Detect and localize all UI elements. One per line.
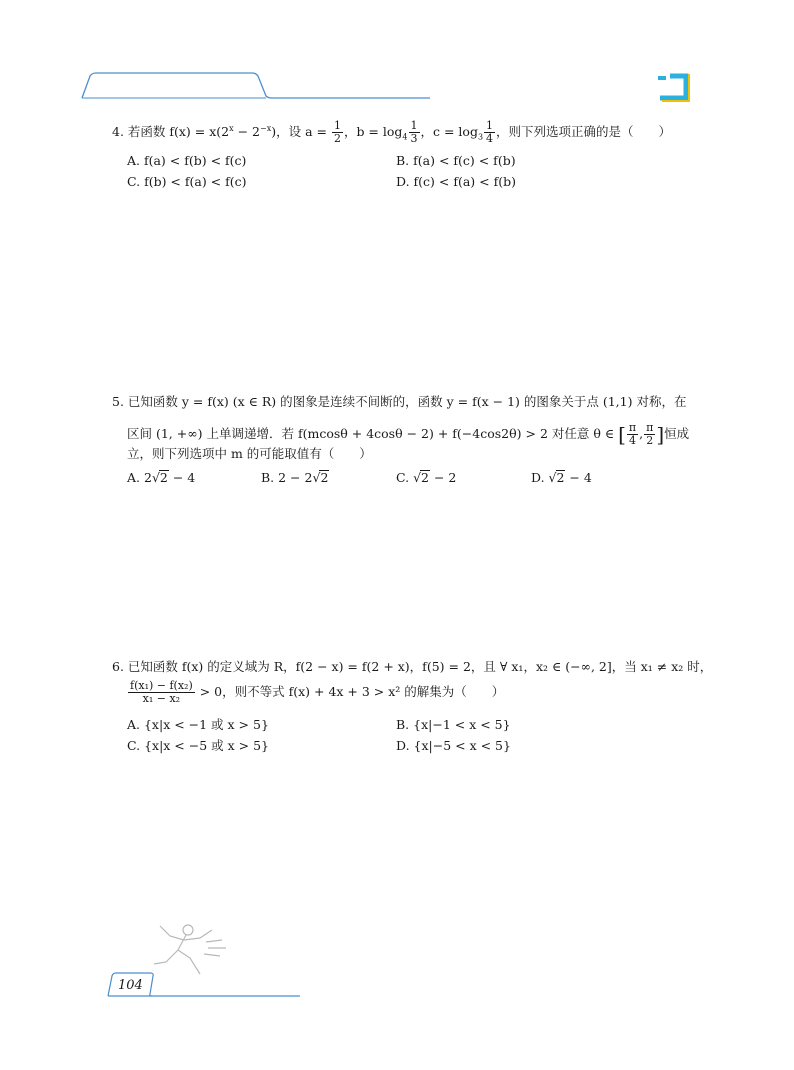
q5-opt-part: D. xyxy=(531,470,549,485)
q5-stem-part: 区间 (1, +∞) 上单调递增．若 f(mcosθ + 4cosθ − 2) + f(−4cos2θ) > 2 对任意 θ ∈ xyxy=(127,426,619,441)
q5-opt-part: − 4 xyxy=(168,470,196,485)
q4-frac-c: $\frac{1}{4}$ xyxy=(486,119,494,145)
q5-option-d: D. √2 − 4 xyxy=(531,470,592,485)
q4-stem-part: )，设 a = xyxy=(271,124,331,139)
header-tab-decoration xyxy=(80,72,432,102)
q5-option-a: A. 2√2 − 4 xyxy=(127,470,196,485)
sqrt-radicand: 2 xyxy=(421,470,429,485)
sqrt-radicand: 2 xyxy=(556,470,565,485)
q4-stem-part: 4. 若函数 f(x) = x(2 xyxy=(112,124,230,139)
q5-frac-pi4: $\frac{\pi}{4}$ xyxy=(628,421,637,447)
q4-stem-part: − 2 xyxy=(233,124,260,139)
q5-opt-part: C. xyxy=(396,470,414,485)
q6-stem-line2 xyxy=(127,680,504,705)
q4-option-b: B. f(a) < f(c) < f(b) xyxy=(396,153,516,168)
corner-bracket-icon xyxy=(656,72,694,104)
q5-stem-line3: 立，则下列选项中 m 的可能取值有（ ） xyxy=(127,446,372,461)
sqrt-radicand: 2 xyxy=(159,470,168,485)
q6-stem-part: > 0，则不等式 f(x) + 4x + 3 > x² 的解集为（ ） xyxy=(195,684,505,699)
q4-stem-part: ，c = log xyxy=(420,124,478,139)
q6-option-c: C. {x|x < −5 或 x > 5} xyxy=(127,738,269,753)
q5-opt-part: − 4 xyxy=(565,470,592,485)
q4-exp2: −x xyxy=(260,123,272,133)
q6-option-a: A. {x|x < −1 或 x > 5} xyxy=(127,717,269,732)
q5-option-c: C. √2 − 2 xyxy=(396,470,457,485)
q5-stem-line2: 区间 (1, +∞) 上单调递增．若 f(mcosθ + 4cosθ − 2) + f(−4cos2θ) > 2 对任意 θ ∈ [ $\frac{\pi}{4}$ , $\frac{\pi}{2}$ ]恒成 xyxy=(127,421,690,447)
q5-opt-part: B. 2 − 2 xyxy=(261,470,313,485)
q5-opt-part: − 2 xyxy=(430,470,457,485)
left-bracket: [ xyxy=(618,422,626,447)
q4-option-a: A. f(a) < f(b) < f(c) xyxy=(127,153,247,168)
q4-stem-part: ，b = log xyxy=(343,124,403,139)
q5-stem-part: 恒成 xyxy=(664,426,690,441)
q5-option-b: B. 2 − 2√2 xyxy=(261,470,329,485)
sqrt-radicand: 2 xyxy=(320,470,329,485)
q6-option-b: B. {x|−1 < x < 5} xyxy=(396,717,511,732)
q6-stem-line1: 6. 已知函数 f(x) 的定义域为 R，f(2 − x) = f(2 + x)，f(5) = 2，且 ∀ x₁，x₂ ∈ (−∞, 2]，当 x₁ ≠ x₂ 时， xyxy=(112,659,713,674)
q5-stem-line1: 5. 已知函数 y = f(x) (x ∈ R) 的图象是连续不间断的，函数 y = f(x − 1) 的图象关于点 (1,1) 对称，在 xyxy=(112,394,687,409)
q4-option-d: D. f(c) < f(a) < f(b) xyxy=(396,174,516,189)
q4-b-base: 4 xyxy=(402,132,408,142)
q4-stem xyxy=(112,120,671,146)
q6-fraction: $\frac{\text{f(x₁) − f(x₂)}}{\text{x₁ − x₂}}$ xyxy=(130,679,193,705)
q5-frac-pi2: $\frac{\pi}{2}$ xyxy=(646,421,654,447)
q5-opt-part: A. 2 xyxy=(127,470,152,485)
q4-frac-b: $\frac{1}{3}$ xyxy=(410,119,418,145)
q4-exp1: x xyxy=(229,123,234,133)
q4-frac-a: $\frac{1}{2}$ xyxy=(333,119,341,145)
right-bracket: ] xyxy=(656,422,665,447)
q6-option-d: D. {x|−5 < x < 5} xyxy=(396,738,511,753)
q4-stem-part: ，则下列选项正确的是（ ） xyxy=(496,124,672,139)
page-number: 104 xyxy=(118,978,143,993)
q4-c-base: 3 xyxy=(477,132,484,142)
q4-option-c: C. f(b) < f(a) < f(c) xyxy=(127,174,247,189)
